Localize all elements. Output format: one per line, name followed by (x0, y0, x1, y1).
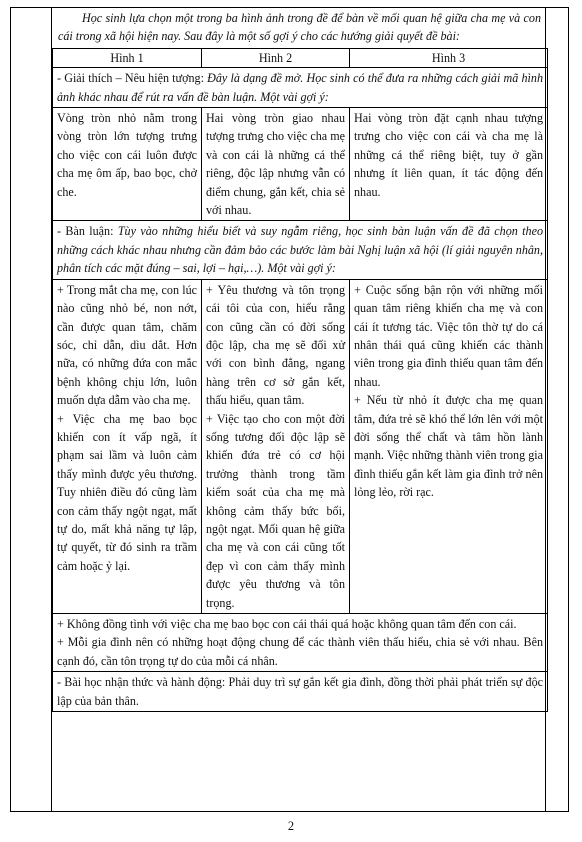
explain-cell-3: Hai vòng tròn đặt cạnh nhau tượng trưng cho việc con cái và cha mẹ là những cá thể riêng biệt, tuy ở gần nhưng ít liên quan, ít tác động đến nhau. (350, 108, 548, 221)
left-column (11, 8, 52, 811)
right-column (545, 8, 568, 811)
explain-cell-2: Hai vòng tròn giao nhau tượng trưng cho việc cha mẹ và con cái là những cá thể riêng, độc lập nhưng vẫn có điểm chung, gắn kết, chia sẻ với nhau. (202, 108, 350, 221)
lesson-cell: - Bài học nhận thức và hành động: Phải duy trì sự gắn kết gia đình, đồng thời phải phát triển sự độc lập của bản thân. (53, 672, 548, 712)
discuss-cell-2-part-1: + Yêu thương và tôn trọng cái tôi của con, hiểu rằng con cũng cần có đời sống độc lập, cha mẹ sẽ đối xử với con bình đẳng, ngang hàng trên cơ sở gắn kết, thấu hiểu, quan tâm. (206, 282, 345, 408)
answer-content (52, 8, 547, 712)
comparison-table (52, 48, 548, 712)
discuss-row (53, 221, 548, 279)
explain-body: Đây là dạng đề mở. Học sinh có thể đưa ra những cách giải mã hình ảnh khác nhau để rút ra vấn đề bàn luận. Một vài gợi ý: (57, 71, 543, 104)
discuss-heading (53, 221, 548, 279)
conclusion-cell (53, 614, 548, 672)
discuss-cells-row (53, 279, 548, 613)
discuss-cell-3-part-2: + Nếu từ nhỏ ít được cha mẹ quan tâm, đứa trẻ sẽ khó thể lớn lên với một đời sống thể chất và tâm hồn lành mạnh. Việc những thành viên trong gia đình thiếu gắn kết làm gia đình trở nên lỏng lẻo, rời rạc. (354, 393, 543, 500)
lesson-row (53, 672, 548, 712)
discuss-cell-1-part-1: + Trong mắt cha mẹ, con lúc nào cũng nhỏ bé, non nớt, cần được quan tâm, chăm sóc, chỉ dẫn, dìu dắt. Hơn nữa, có những đứa con mắc bệnh không chịu lớn, luôn muốn dựa dẫm vào cha mẹ. (57, 282, 197, 408)
header-image-2: Hình 2 (202, 48, 350, 67)
discuss-body: Tùy vào những hiểu biết và suy ngẫm riêng, học sinh bàn luận vấn đề đã chọn theo những cách khác nhau nhưng cần đảm bảo các bước làm bài Nghị luận xã hội (lí giải nguyên nhân, phân tích các mặt đúng – sai, lợi – hại,…). Một vài gợi ý: (57, 224, 544, 276)
discuss-cell-3-part-1: + Cuộc sống bận rộn với những mối quan tâm riêng khiến cha mẹ và con cái ít tương tác. Việc tôn thờ tự do cá nhân thái quá cũng khiến các thành viên trong gia đình thiếu quan tâm đến nhau. (354, 282, 543, 389)
table-header-row (53, 48, 548, 67)
discuss-cell-1 (53, 279, 202, 613)
conclusion-1: + Không đồng tình với việc cha mẹ bao bọc con cái thái quá hoặc không quan tâm đến con cái. (57, 617, 517, 631)
explain-cells-row (53, 108, 548, 221)
explain-row (53, 68, 548, 108)
explain-lead: - Giải thích – Nêu hiện tượng: (57, 71, 208, 86)
discuss-cell-1-part-2: + Việc cha mẹ bao bọc khiến con ít vấp ngã, ít phạm sai lầm và luôn cảm thấy mình được yêu thương. Tuy nhiên điều đó cũng làm con cảm thấy ngột ngạt, mất tự do, mất khả năng tự lập, tự quyết, từ đó sinh ra trầm cảm hoặc ỷ lại. (57, 411, 197, 573)
intro-paragraph: Học sinh lựa chọn một trong ba hình ảnh trong đề để bàn về mối quan hệ giữa cha mẹ và con cái trong xã hội hiện nay. Sau đây là một số gợi ý cho các hướng giải quyết đề bài: (58, 11, 541, 44)
header-image-3: Hình 3 (350, 48, 548, 67)
explain-heading (53, 68, 548, 108)
conclusion-row (53, 614, 548, 672)
page-number: 2 (287, 819, 295, 833)
discuss-cell-3 (350, 279, 548, 613)
discuss-cell-2 (202, 279, 350, 613)
conclusion-2: + Mỗi gia đình nên có những hoạt động chung để các thành viên thấu hiểu, chia sẻ với nhau. Bên cạnh đó, cần tôn trọng tự do của mỗi cá nhân. (57, 635, 543, 668)
explain-cell-1: Vòng tròn nhỏ nằm trong vòng tròn lớn tượng trưng cho việc con cái luôn được cha mẹ ôm ấp, bao bọc, chở che. (53, 108, 202, 221)
header-image-1: Hình 1 (53, 48, 202, 67)
discuss-cell-2-part-2: + Việc tạo cho con một đời sống tương đối độc lập sẽ khiến đứa trẻ có cơ hội trưởng thành trong tầm kiểm soát của cha mẹ mà không cảm thấy bức bối, ngột ngạt. Mối quan hệ giữa cha mẹ và con cái cũng tốt đẹp vì con cảm thấy mình được yêu thương và tôn trọng. (206, 411, 345, 610)
discuss-lead: - Bàn luận: (57, 224, 118, 239)
page-frame (10, 7, 569, 812)
